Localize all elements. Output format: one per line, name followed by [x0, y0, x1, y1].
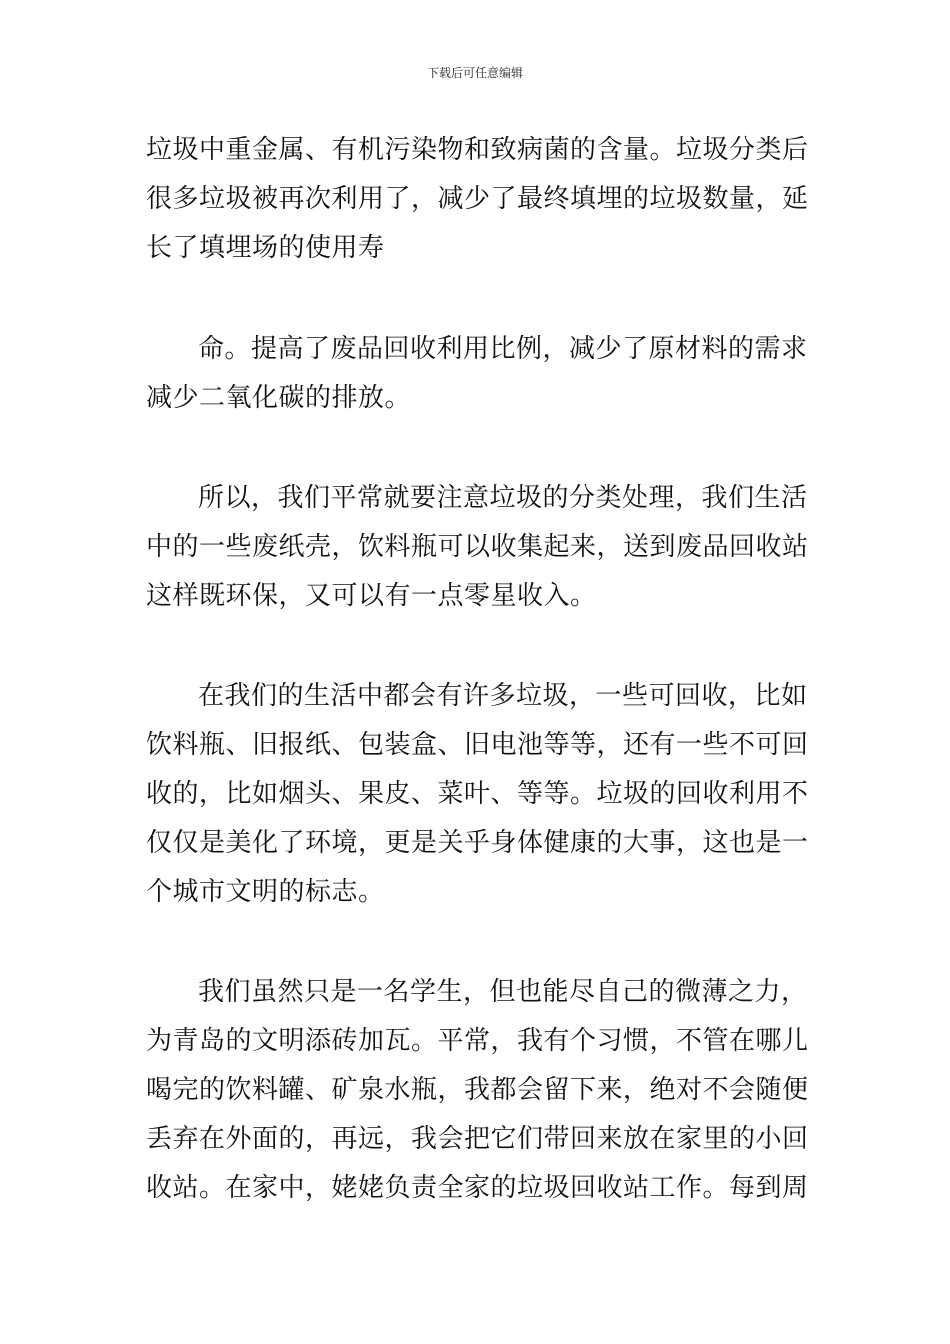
- page-header: 下载后可任意编辑: [426, 66, 523, 80]
- paragraph-line: 命。提高了废品回收利用比例，减少了原材料的需求: [198, 334, 808, 364]
- paragraph-4: [146, 672, 809, 917]
- paragraph-line: 个城市文明的标志。: [146, 877, 385, 907]
- paragraph-line: 中的一些废纸壳，饮料瓶可以收集起来，送到废品回收站: [146, 532, 809, 562]
- paragraph-line: 减少二氧化碳的排放。: [146, 383, 412, 413]
- paragraph-line: 为青岛的文明添砖加瓦。平常，我有个习惯，不管在哪儿: [146, 1026, 809, 1056]
- paragraph-5: [146, 968, 809, 1213]
- paragraph-line: 我们虽然只是一名学生，但也能尽自己的微薄之力，: [198, 977, 808, 1007]
- paragraph-3: [146, 474, 809, 621]
- paragraph-line: 收的，比如烟头、果皮、菜叶、等等。垃圾的回收利用不: [146, 779, 809, 809]
- paragraph-1: [146, 126, 809, 273]
- paragraph-line: 收站。在家中，姥姥负责全家的垃圾回收站工作。每到周: [146, 1173, 809, 1203]
- paragraph-2: [146, 325, 806, 423]
- paragraph-line: 很多垃圾被再次利用了，减少了最终填埋的垃圾数量，延: [146, 184, 809, 214]
- paragraph-line: 在我们的生活中都会有许多垃圾，一些可回收，比如: [198, 681, 808, 711]
- paragraph-line: 饮料瓶、旧报纸、包装盒、旧电池等等，还有一些不可回: [146, 730, 809, 760]
- paragraph-line: 长了填埋场的使用寿: [146, 233, 385, 263]
- paragraph-line: 喝完的饮料罐、矿泉水瓶，我都会留下来，绝对不会随便: [146, 1075, 809, 1105]
- paragraph-line: 所以，我们平常就要注意垃圾的分类处理，我们生活: [198, 483, 808, 513]
- paragraph-line: 垃圾中重金属、有机污染物和致病菌的含量。垃圾分类后: [146, 135, 809, 165]
- paragraph-line: 仅仅是美化了环境，更是关乎身体健康的大事，这也是一: [146, 828, 809, 858]
- paragraph-line: 丢弃在外面的，再远，我会把它们带回来放在家里的小回: [146, 1124, 809, 1154]
- paragraph-line: 这样既环保，又可以有一点零星收入。: [146, 581, 597, 611]
